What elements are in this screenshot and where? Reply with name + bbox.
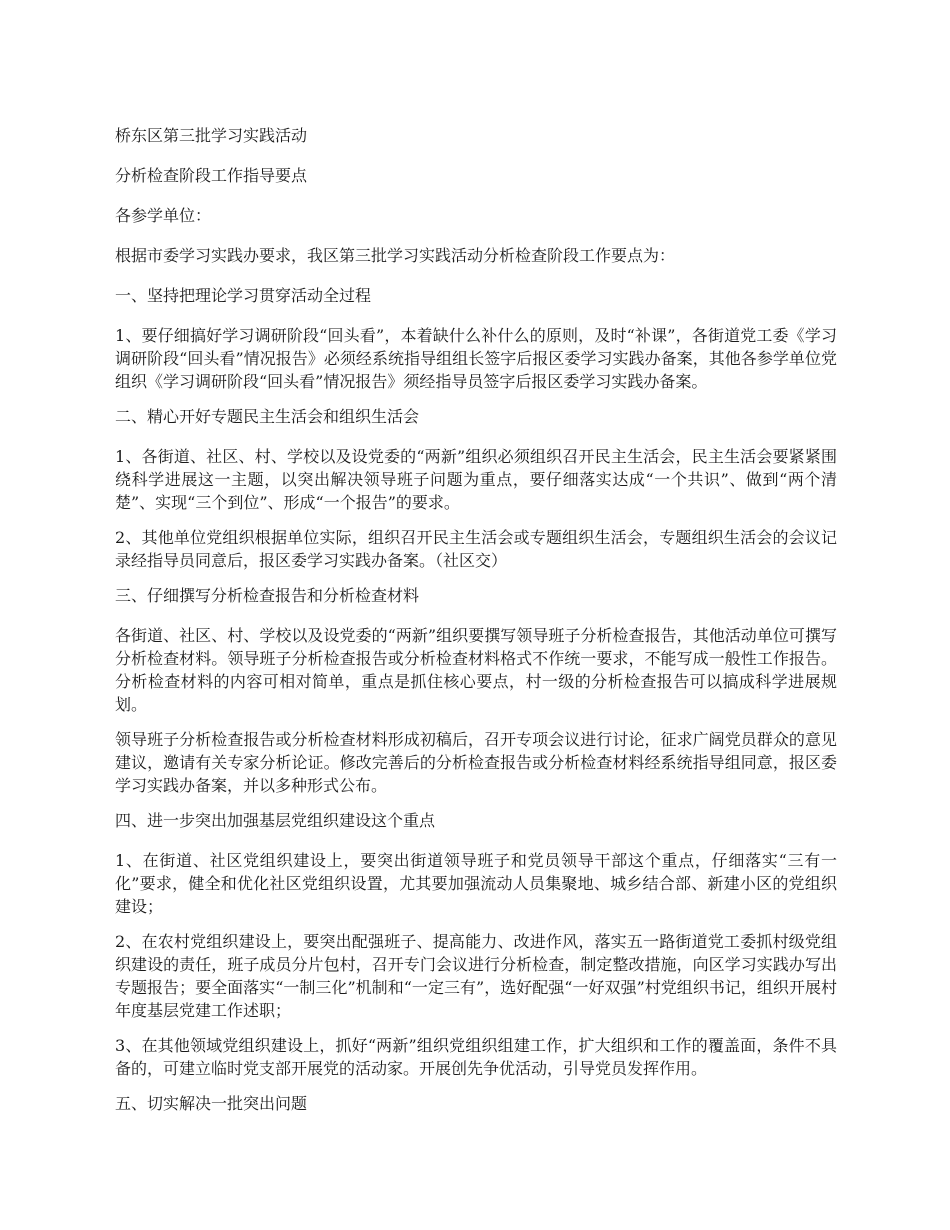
section-heading-4: 四、进一步突出加强基层党组织建设这个重点 bbox=[115, 811, 436, 830]
salutation: 各参学单位： bbox=[115, 206, 212, 225]
section-heading-3: 三、仔细撰写分析检查报告和分析检查材料 bbox=[115, 586, 420, 605]
document-title-line-1: 桥东区第三批学习实践活动 bbox=[115, 126, 308, 145]
section-4-item-3: 3、在其他领域党组织建设上，抓好“两新”组织党组织组建工作，扩大组织和工作的覆盖面，条件不具备的，可建立临时党支部开展党的活动家。开展创先争优活动，引导党员发挥作用。 bbox=[115, 1036, 837, 1078]
section-heading-2: 二、精心开好专题民主生活会和组织生活会 bbox=[115, 407, 420, 426]
section-heading-1: 一、坚持把理论学习贯穿活动全过程 bbox=[115, 286, 372, 305]
section-3-paragraph-2: 领导班子分析检查报告或分析检查材料形成初稿后，召开专项会议进行讨论，征求广阔党员群众的意见建议，邀请有关专家分析论证。修改完善后的分析检查报告或分析检查材料经系统指导组同意，报区委学习实践办备案，并以多种形式公布。 bbox=[115, 730, 837, 795]
section-4-item-2: 2、在农村党组织建设上，要突出配强班子、提高能力、改进作风，落实五一路街道党工委抓村级党组织建设的责任，班子成员分片包村，召开专门会议进行分析检查，制定整改措施，向区学习实践办写出专题报告；要全面落实“一制三化”机制和“一定三有”，选好配强“一好双强”村党组织书记，组织开展村年度基层党建工作述职； bbox=[115, 932, 837, 1020]
document-title-line-2: 分析检查阶段工作指导要点 bbox=[115, 166, 308, 185]
section-2-item-1: 1、各街道、社区、村、学校以及设党委的“两新”组织必须组织召开民主生活会，民主生活会要紧紧围绕科学进展这一主题，以突出解决领导班子问题为重点，要仔细落实达成“一个共识”、做到“两个清楚”、实现“三个到位”、形成“一个报告”的要求。 bbox=[115, 447, 837, 512]
intro-paragraph: 根据市委学习实践办要求，我区第三批学习实践活动分析检查阶段工作要点为： bbox=[115, 246, 676, 265]
section-3-paragraph-1: 各街道、社区、村、学校以及设党委的“两新”组织要撰写领导班子分析检查报告，其他活动单位可撰写分析检查材料。领导班子分析检查报告或分析检查材料格式不作统一要求，不能写成一般性工作报告。分析检查材料的内容可相对简单，重点是抓住核心要点，村一级的分析检查报告可以搞成科学进展规划。 bbox=[115, 626, 837, 714]
section-4-item-1: 1、在街道、社区党组织建设上，要突出街道领导班子和党员领导干部这个重点，仔细落实“三有一化”要求，健全和优化社区党组织设置，尤其要加强流动人员集聚地、城乡结合部、新建小区的党组织建设； bbox=[115, 851, 837, 916]
section-heading-5: 五、切实解决一批突出问题 bbox=[115, 1094, 308, 1113]
document-body bbox=[115, 124, 837, 1132]
section-2-item-2: 2、其他单位党组织根据单位实际，组织召开民主生活会或专题组织生活会，专题组织生活会的会议记录经指导员同意后，报区委学习实践办备案。（社区交） bbox=[115, 528, 837, 570]
section-1-item-1: 1、要仔细搞好学习调研阶段“回头看”，本着缺什么补什么的原则，及时“补课”，各街道党工委《学习调研阶段“回头看”情况报告》必须经系统指导组组长签字后报区委学习实践办备案，其他各参学单位党组织《学习调研阶段“回头看”情况报告》须经指导员签字后报区委学习实践办备案。 bbox=[115, 326, 837, 391]
